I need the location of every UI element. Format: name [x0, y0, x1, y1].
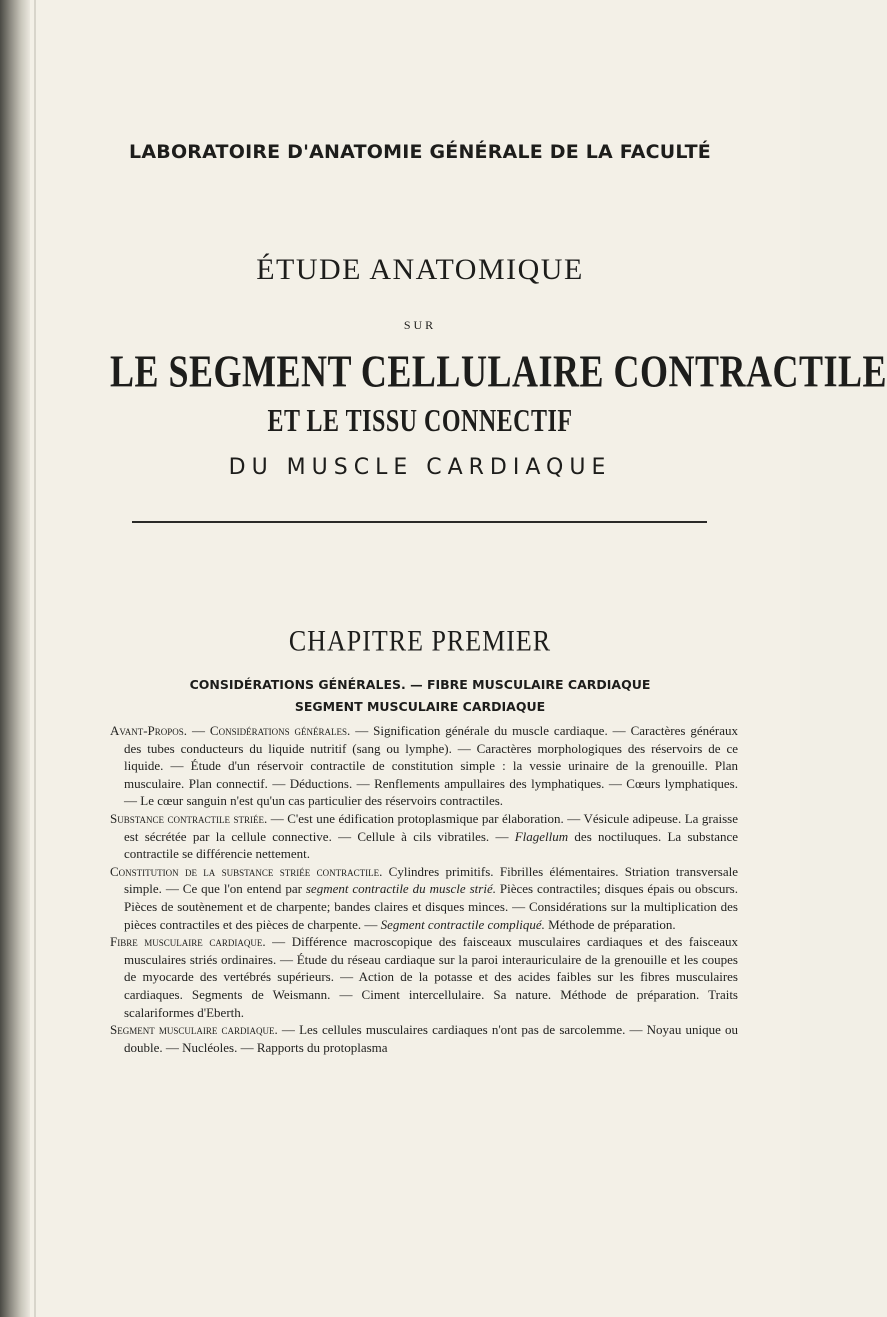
paragraph-lead: Avant-Propos. — Considérations générales.	[110, 723, 351, 738]
summary-body	[110, 722, 738, 1056]
paragraph-text: des noctiluques. La substance contractile se différencie nettement.	[124, 828, 739, 862]
title-line-muscle: DU MUSCLE CARDIAQUE	[228, 455, 612, 480]
chapter-subtitle-2: SEGMENT MUSCULAIRE CARDIAQUE	[294, 699, 546, 714]
paragraph-italic: Segment contractile compliqué.	[380, 916, 545, 932]
summary-paragraph	[110, 722, 738, 810]
horizontal-rule	[132, 521, 707, 523]
title-line-sur: SUR	[403, 318, 437, 332]
summary-paragraph	[110, 1021, 738, 1056]
paragraph-text: Pièces contractiles; disques épais ou obscurs. Pièces de soutènement et de charpente; bandes claires et disques minces. — Considérations sur la multiplication des pièces contractiles et des pièces de charpente. —	[124, 881, 738, 932]
book-binding-shadow	[0, 0, 30, 1317]
chapter-heading: CHAPITRE PREMIER	[288, 624, 552, 658]
paragraph-lead: Substance contractile striée.	[110, 810, 268, 826]
paragraph-lead: Fibre musculaire cardiaque.	[110, 934, 266, 950]
paragraph-italic: segment contractile du muscle strié.	[305, 881, 496, 897]
paragraph-text: — Signification générale du muscle cardiaque. — Caractères généraux des tubes conducteurs du liquide nutritif (sang ou lymphe). — Caractères morphologiques des réservoirs de ce liquide. — Étude d'un réservoir contractile de constitution simple : la vessie urinaire de la grenouille. Plan musculaire. Plan connectif. — Déductions. — Renflements ampullaires des lymphatiques. — Cœurs lymphatiques. — Le cœur sanguin n'est qu'un cas particulier des réservoirs contractiles.	[124, 723, 739, 809]
paragraph-text: — Les cellules musculaires cardiaques n'ont pas de sarcolemme. — Noyau unique ou double. — Nucléoles. — Rapports du protoplasma	[124, 1022, 738, 1055]
paragraph-italic: Flagellum	[514, 828, 569, 844]
title-line-tissu: ET LE TISSU CONNECTIF	[267, 405, 573, 439]
paragraph-text: — Différence macroscopique des faisceaux musculaires cardiaques et des faisceaux musculaires striés ordinaires. — Étude du réseau cardiaque sur la paroi interauriculaire de la grenouille et les coupes de myocarde des vertébrés supérieurs. — Action de la potasse et des acides faibles sur les fibres musculaires cardiaques. Segments de Weismann. — Ciment intercellulaire. Sa nature. Méthode de préparation. Traits scalariformes d'Eberth.	[124, 934, 738, 1020]
title-line-segment: LE SEGMENT CELLULAIRE CONTRACTILE	[110, 346, 887, 397]
paragraph-text: Méthode de préparation.	[544, 916, 676, 932]
paragraph-text: Cylindres primitifs. Fibrilles élémentaires. Striation transversale simple. — Ce que l'on entend par	[124, 863, 738, 897]
paragraph-lead: Constitution de la substance striée contractile.	[110, 863, 383, 879]
laboratory-header: LABORATOIRE D'ANATOMIE GÉNÉRALE DE LA FACULTÉ	[129, 141, 711, 163]
binding-edge	[34, 0, 36, 1317]
paragraph-text: — C'est une édification protoplasmique par élaboration. — Vésicule adipeuse. La graisse est sécrétée par la cellule connective. — Cellule à cils vibratiles. —	[124, 810, 738, 844]
summary-paragraph	[110, 933, 738, 1021]
summary-paragraph	[110, 863, 738, 933]
title-line-etude: ÉTUDE ANATOMIQUE	[256, 253, 584, 286]
paragraph-lead: Segment musculaire cardiaque.	[110, 1022, 278, 1038]
chapter-subtitle-1: CONSIDÉRATIONS GÉNÉRALES. — FIBRE MUSCULAIRE CARDIAQUE	[189, 677, 651, 692]
summary-paragraph	[110, 810, 738, 863]
